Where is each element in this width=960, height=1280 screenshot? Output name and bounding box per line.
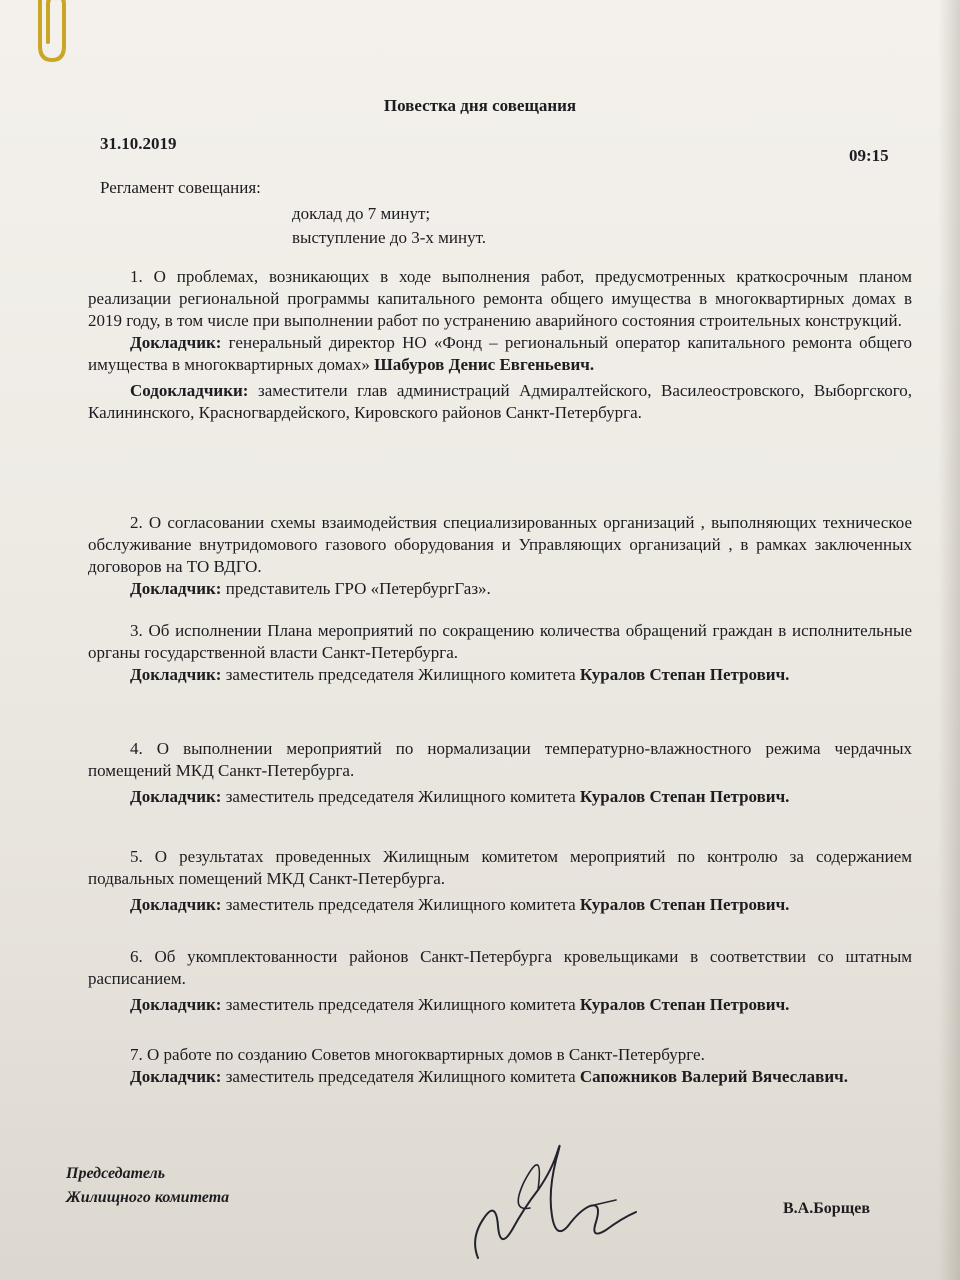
paper-edge-shadow (938, 0, 960, 1280)
agenda-item-speaker: Докладчик: генеральный директор НО «Фонд – региональный оператор капитального ремонта общего имущества в многоквартирных домах» Шабуров Денис Евгеньевич. (88, 333, 913, 374)
agenda-item-speaker: Докладчик: заместитель председателя Жилищного комитета Куралов Степан Петрович. (130, 995, 790, 1014)
agenda-item-1 (88, 266, 912, 424)
agenda-item-text: 7. О работе по созданию Советов многоквартирных домов в Санкт-Петербурге. (130, 1045, 705, 1064)
agenda-item-6 (88, 946, 912, 1016)
paperclip-icon (18, 0, 78, 70)
agenda-item-speaker: Докладчик: заместитель председателя Жилищного комитета Куралов Степан Петрович. (130, 665, 790, 684)
chairman-title (66, 1162, 229, 1210)
page-title: Повестка дня совещания (383, 96, 577, 115)
agenda-item-text: 3. Об исполнении Плана мероприятий по сокращению количества обращений граждан в исполнительные органы государственной власти Санкт-Петербурга. (88, 621, 912, 662)
meeting-date: 31.10.2019 (100, 134, 177, 153)
regulation-label: Регламент совещания: (100, 178, 261, 197)
agenda-item-4 (88, 738, 912, 808)
agenda-item-2 (88, 512, 912, 600)
meeting-time: 09:15 (849, 146, 889, 165)
agenda-item-cospeakers: Содокладчики: заместители глав администраций Адмиралтейского, Василеостровского, Выборгского, Калининского, Красногвардейского, Кировского районов Санкт-Петербурга. (88, 381, 912, 422)
agenda-item-text: 6. Об укомплектованности районов Санкт-Петербурга кровельщиками в соответствии со штатным расписанием. (88, 947, 912, 988)
agenda-item-text: 5. О результатах проведенных Жилищным комитетом мероприятий по контролю за содержанием подвальных помещений МКД Санкт-Петербурга. (88, 847, 912, 888)
agenda-item-3 (88, 620, 912, 686)
agenda-item-text: 2. О согласовании схемы взаимодействия специализированных организаций , выполняющих техническое обслуживание внутридомового газового оборудования и Управляющих организаций , в рамках заключенных договоров на ТО ВДГО. (88, 513, 913, 576)
regulation-line: выступление до 3-х минут. (292, 228, 486, 247)
agenda-item-5 (88, 846, 912, 916)
agenda-item-text: 1. О проблемах, возникающих в ходе выполнения работ, предусмотренных краткосрочным планом реализации региональной программы капитального ремонта общего имущества в многоквартирных домах в 2019 году, в том числе при выполнении работ по устранению аварийного состояния строительных конструкций. (88, 267, 912, 330)
regulation-line: доклад до 7 минут; (292, 204, 431, 223)
agenda-item-speaker: Докладчик: заместитель председателя Жилищного комитета Сапожников Валерий Вячеславич. (130, 1067, 848, 1086)
chairman-line: Председатель (66, 1165, 166, 1182)
chairman-line: Жилищного комитета (66, 1189, 230, 1206)
agenda-item-7 (88, 1044, 912, 1088)
handwritten-signature-icon (440, 1130, 660, 1270)
agenda-item-speaker: Докладчик: представитель ГРО «ПетербургГаз». (130, 579, 491, 598)
agenda-item-speaker: Докладчик: заместитель председателя Жилищного комитета Куралов Степан Петрович. (130, 787, 790, 806)
agenda-item-speaker: Докладчик: заместитель председателя Жилищного комитета Куралов Степан Петрович. (130, 895, 790, 914)
signer-name: В.А.Борщев (783, 1200, 870, 1217)
agenda-item-text: 4. О выполнении мероприятий по нормализации температурно-влажностного режима чердачных помещений МКД Санкт-Петербурга. (88, 739, 912, 780)
